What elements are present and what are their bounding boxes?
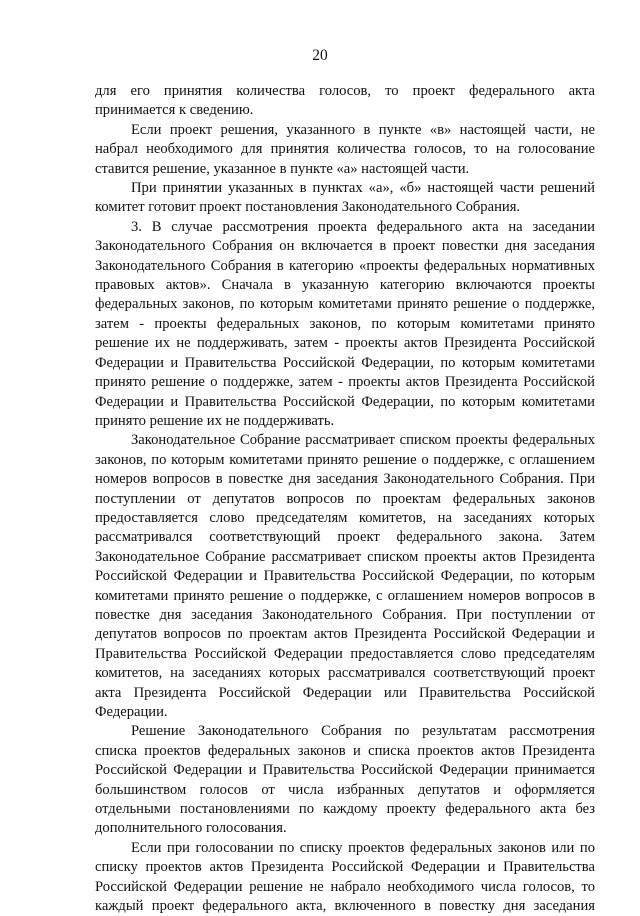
paragraph-list-review: Законодательное Собрание рассматривает списком проекты федеральных законов, по которым комитетами принято решение о поддержке, с оглашением номеров вопросов в повестке дня заседания Законодательного Собрания. При поступлении от депутатов вопросов по проектам федеральных законов предоставляется слово председателям комитетов, на заседаниях которых рассматривался соответствующий проект федерального закона. Затем Законодательное Собрание рассматривает списком проекты актов Президента Российской Федерации и Правительства Российской Федерации, по которым комитетами принято решение о поддержке, с оглашением номеров вопросов в повестке дня заседания Законодательного Собрания. При поступлении от депутатов вопросов по проектам актов Президента Российской Федерации и Правительства Российской Федерации предоставляется слово председателям комитетов, на заседаниях которых рассматривался соответствующий проект акта Президента Российской Федерации или Правительства Российской Федерации. [95, 432, 595, 720]
paragraph-committee-draft: При принятии указанных в пунктах «а», «б» настоящей части решений комитет готовит проект постановления Законодательного Собрания. [95, 180, 595, 216]
paragraph-item-3: 3. В случае рассмотрения проекта федерального акта на заседании Законодательного Собрания он включается в проект повестки дня заседания Законодательного Собрания в категорию «проекты федеральных нормативных правовых актов». Сначала в указанную категорию включаются проекты федеральных законов, по которым комитетами принято решение о поддержке, затем - проекты федеральных законов, по которым комитетами принято решение их не поддерживать, затем - проекты актов Президента Российской Федерации и Правительства Российской Федерации, по которым комитетами принято решение о поддержке, затем - проекты актов Президента Российской Федерации и Правительства Российской Федерации, по которым комитетами принято решение их не поддерживать. [95, 218, 595, 429]
page-number: 20 [312, 47, 328, 64]
document-body [95, 82, 595, 916]
paragraph-list-vote-failed: Если при голосовании по списку проектов федеральных законов или по списку проектов актов Президента Российской Федерации и Правительства Российской Федерации решение не набрало необходимого числа голосов, то каждый проект федерального акта, включенного в повестку дня заседания [95, 839, 595, 915]
paragraph-point-v-not-passed: Если проект решения, указанного в пункте «в» настоящей части, не набрал необходимого для принятия количества голосов, то на голосование ставится решение, указанное в пункте «а» настоящей части. [95, 121, 595, 177]
paragraph-decision-majority: Решение Законодательного Собрания по результатам рассмотрения списка проектов федеральных законов и списка проектов актов Президента Российской Федерации и Правительства Российской Федерации принимается большинством голосов от числа избранных депутатов и оформляется отдельными постановлениями по каждому проекту федерального акта без дополнительного голосования. [95, 723, 595, 837]
paragraph-continuation: для его принятия количества голосов, то проект федерального акта принимается к сведению. [95, 83, 595, 119]
